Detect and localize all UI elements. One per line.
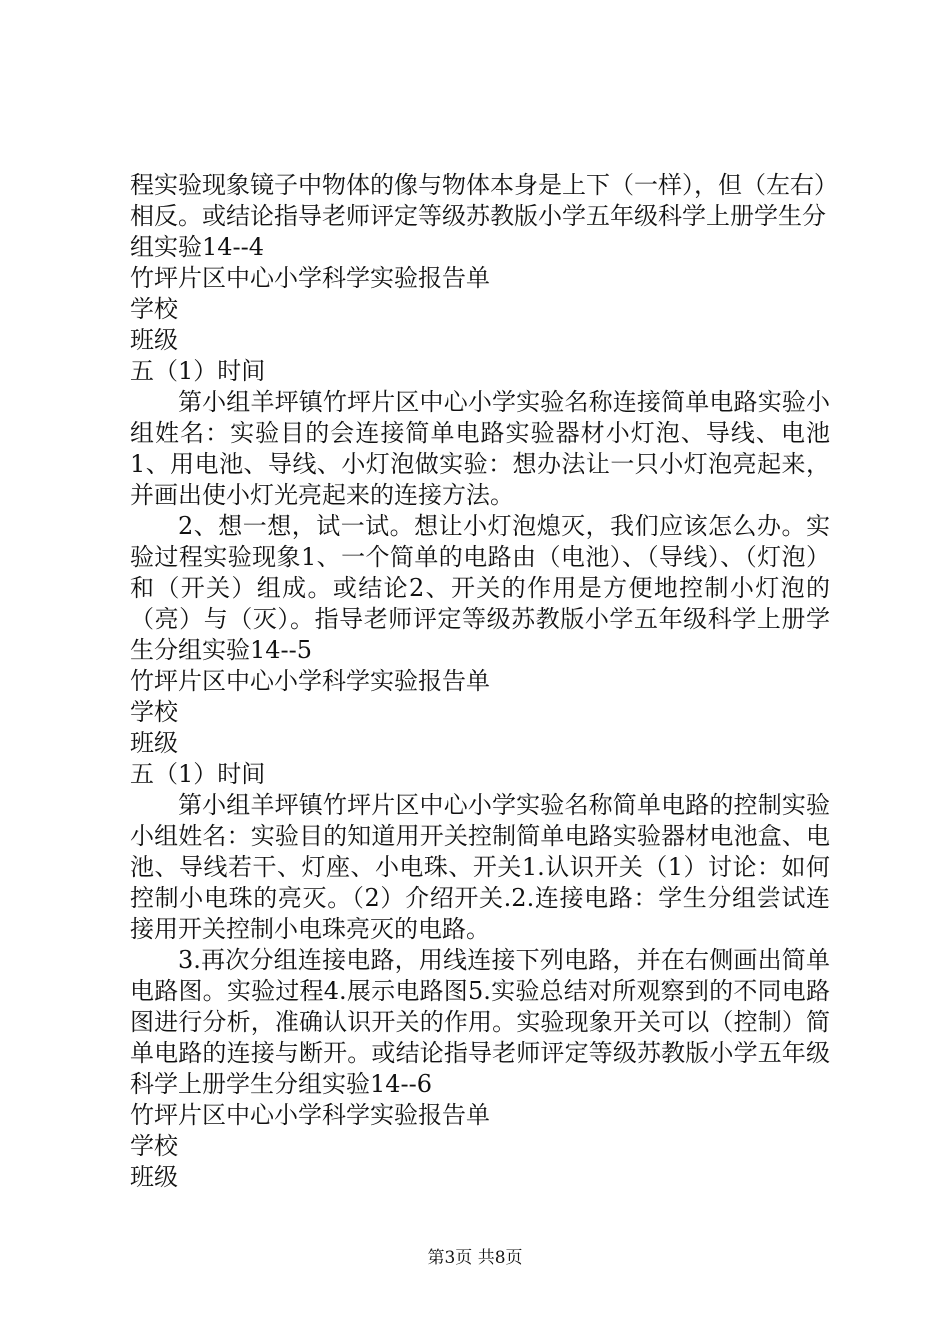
document-body xyxy=(130,170,830,1193)
field-time: 五（1）时间 xyxy=(130,357,266,385)
paragraph: 第小组羊坪镇竹坪片区中心小学实验名称连接简单电路实验小组姓名：实验目的会连接简单电路实验器材小灯泡、导线、电池1、用电池、导线、小灯泡做实验：想办法让一只小灯泡亮起来，并画出使小灯光亮起来的连接方法。 xyxy=(130,388,830,509)
report-title: 竹坪片区中心小学科学实验报告单 xyxy=(130,1101,490,1129)
field-school: 学校 xyxy=(130,295,178,323)
field-class: 班级 xyxy=(130,326,178,354)
field-time: 五（1）时间 xyxy=(130,760,266,788)
paragraph: 程实验现象镜子中物体的像与物体本身是上下（一样），但（左右）相反。或结论指导老师评定等级苏教版小学五年级科学上册学生分组实验14--4 xyxy=(130,171,826,261)
paragraph: 3.再次分组连接电路，用线连接下列电路，并在右侧画出简单电路图。实验过程4.展示电路图5.实验总结对所观察到的不同电路图进行分析，准确认识开关的作用。实验现象开关可以（控制）简单电路的连接与断开。或结论指导老师评定等级苏教版小学五年级科学上册学生分组实验14--6 xyxy=(130,946,830,1098)
field-school: 学校 xyxy=(130,698,178,726)
field-school: 学校 xyxy=(130,1132,178,1160)
report-title: 竹坪片区中心小学科学实验报告单 xyxy=(130,667,490,695)
paragraph: 2、想一想，试一试。想让小灯泡熄灭，我们应该怎么办。实验过程实验现象1、一个简单的电路由（电池）、（导线）、（灯泡）和（开关）组成。或结论2、开关的作用是方便地控制小灯泡的（亮）与（灭）。指导老师评定等级苏教版小学五年级科学上册学生分组实验14--5 xyxy=(130,512,830,664)
page-footer: 第3页 共8页 xyxy=(427,1248,523,1268)
report-title: 竹坪片区中心小学科学实验报告单 xyxy=(130,264,490,292)
field-class: 班级 xyxy=(130,729,178,757)
field-class: 班级 xyxy=(130,1163,178,1191)
paragraph: 第小组羊坪镇竹坪片区中心小学实验名称简单电路的控制实验小组姓名：实验目的知道用开关控制简单电路实验器材电池盒、电池、导线若干、灯座、小电珠、开关1.认识开关（1）讨论：如何控制小电珠的亮灭。（2）介绍开关.2.连接电路：学生分组尝试连接用开关控制小电珠亮灭的电路。 xyxy=(130,791,830,943)
